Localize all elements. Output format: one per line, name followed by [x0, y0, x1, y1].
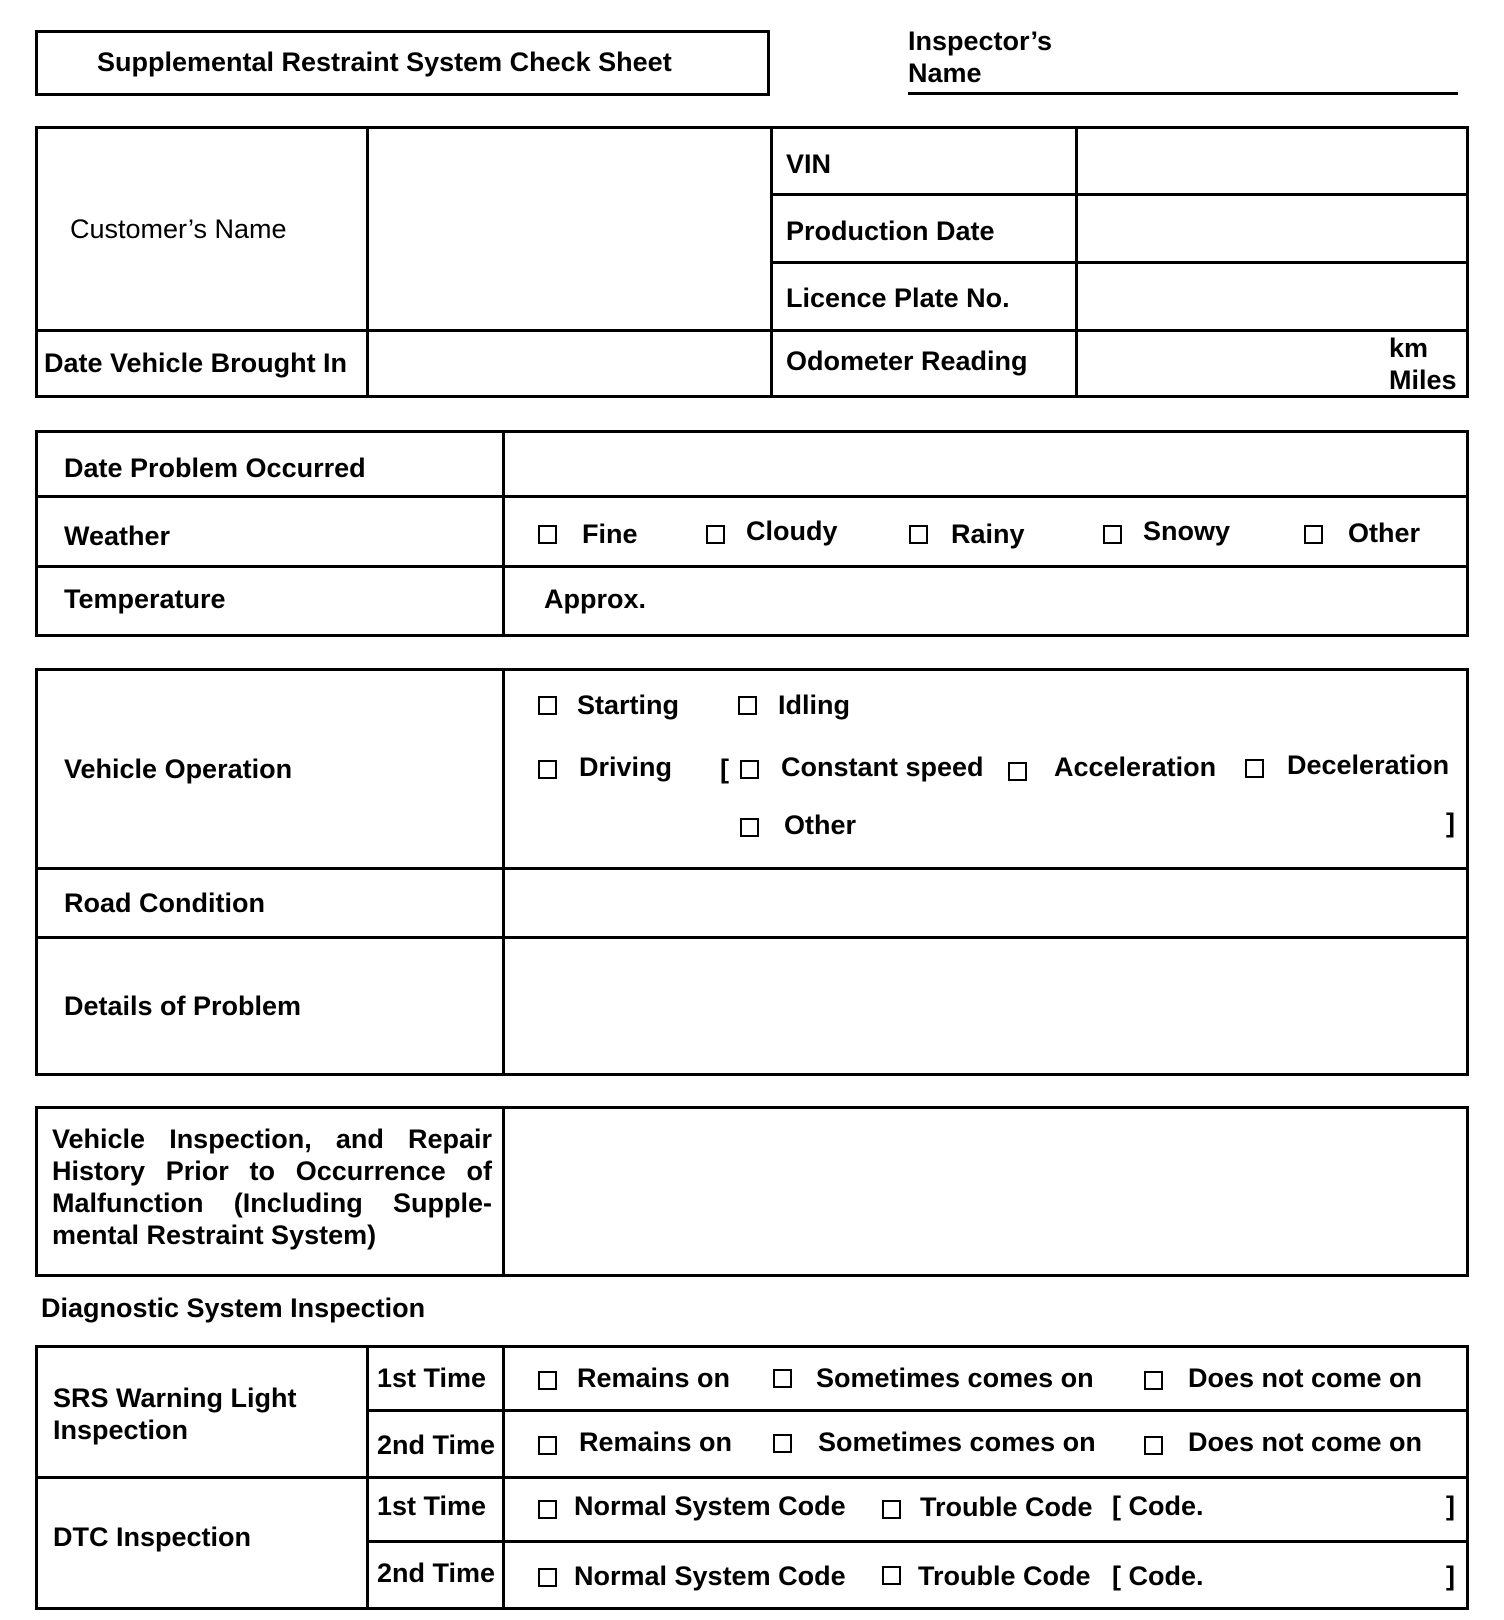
odometer-field[interactable] [1081, 335, 1381, 395]
dtc2-normal-label: Normal System Code [574, 1561, 846, 1591]
constant-speed-checkbox[interactable] [740, 760, 759, 779]
dtc1-code-close: ] [1446, 1491, 1455, 1521]
idling-checkbox[interactable] [738, 696, 757, 715]
dtc2-trouble-label: Trouble Code [918, 1561, 1091, 1591]
srs1-sometimes-label: Sometimes comes on [816, 1363, 1094, 1393]
dtc2-normal-checkbox[interactable] [538, 1568, 557, 1587]
srs1-remains-checkbox[interactable] [538, 1371, 557, 1390]
driving-label: Driving [579, 752, 673, 782]
date-brought-in-field[interactable] [372, 335, 768, 395]
odometer-label: Odometer Reading [786, 346, 1028, 376]
idling-label: Idling [778, 690, 850, 720]
srs2-remains-checkbox[interactable] [538, 1436, 557, 1455]
deceleration-checkbox[interactable] [1245, 759, 1264, 778]
driving-close-bracket: ] [1446, 808, 1455, 838]
weather-fine-label: Fine [582, 519, 638, 549]
srs1-remains-label: Remains on [577, 1363, 731, 1393]
weather-label: Weather [64, 521, 171, 551]
vin-field[interactable] [1081, 132, 1466, 192]
srs-first-time-label: 1st Time [377, 1363, 487, 1393]
weather-snowy-label: Snowy [1143, 516, 1231, 546]
weather-rainy-label: Rainy [951, 519, 1025, 549]
starting-checkbox[interactable] [538, 696, 557, 715]
acceleration-checkbox[interactable] [1008, 762, 1027, 781]
weather-fine-checkbox[interactable] [538, 525, 557, 544]
production-date-label: Production Date [786, 216, 995, 246]
date-problem-field[interactable] [508, 436, 1466, 493]
srs1-not-on-label: Does not come on [1188, 1363, 1423, 1393]
driving-checkbox[interactable] [538, 760, 557, 779]
inspector-name-field[interactable] [908, 92, 1458, 95]
operation-other-label: Other [784, 810, 857, 840]
srs2-not-on-checkbox[interactable] [1144, 1436, 1163, 1455]
constant-speed-label: Constant speed [781, 752, 984, 782]
driving-open-bracket: [ [720, 754, 729, 784]
temperature-field[interactable] [660, 571, 1460, 631]
dtc1-code-field[interactable] [1215, 1487, 1440, 1531]
srs1-not-on-checkbox[interactable] [1144, 1371, 1163, 1390]
dtc-second-time-label: 2nd Time [377, 1558, 496, 1588]
temperature-approx: Approx. [544, 584, 647, 614]
history-field[interactable] [508, 1112, 1466, 1274]
srs-label-2: Inspection [53, 1415, 189, 1445]
dtc2-code-close: ] [1446, 1561, 1455, 1591]
inspector-label: Inspector’s [908, 26, 1053, 56]
dtc-first-time-label: 1st Time [377, 1491, 487, 1521]
inspector-label-2: Name [908, 58, 982, 88]
customer-name-field[interactable] [372, 132, 768, 327]
customer-name-label: Customer’s Name [70, 214, 287, 244]
history-label: Vehicle Inspection, and Repair History Prior to Occurrence of Malfunction (Including Supple-mental Restraint System) [52, 1124, 492, 1250]
licence-plate-field[interactable] [1081, 267, 1466, 327]
form-title: Supplemental Restraint System Check Sheet [97, 47, 672, 77]
dtc-label: DTC Inspection [53, 1522, 252, 1552]
acceleration-label: Acceleration [1054, 752, 1217, 782]
dtc2-code-field[interactable] [1215, 1553, 1440, 1597]
operation-other-checkbox[interactable] [740, 818, 759, 837]
srs-label: SRS Warning Light [53, 1383, 297, 1413]
weather-snowy-checkbox[interactable] [1103, 525, 1122, 544]
srs2-remains-label: Remains on [579, 1427, 733, 1457]
dtc1-trouble-label: Trouble Code [920, 1492, 1093, 1522]
dtc1-normal-checkbox[interactable] [538, 1500, 557, 1519]
unit-miles: Miles [1389, 365, 1457, 395]
weather-other-checkbox[interactable] [1304, 525, 1323, 544]
weather-rainy-checkbox[interactable] [909, 525, 928, 544]
road-condition-label: Road Condition [64, 888, 265, 918]
deceleration-label: Deceleration [1287, 750, 1450, 780]
srs-second-time-label: 2nd Time [377, 1430, 496, 1460]
unit-km: km [1389, 333, 1429, 363]
srs2-sometimes-checkbox[interactable] [773, 1434, 792, 1453]
weather-other-label: Other [1348, 518, 1421, 548]
starting-label: Starting [577, 690, 680, 720]
dtc1-normal-label: Normal System Code [574, 1491, 846, 1521]
weather-cloudy-checkbox[interactable] [706, 525, 725, 544]
road-condition-field[interactable] [508, 873, 1466, 933]
dtc2-trouble-checkbox[interactable] [882, 1566, 901, 1585]
diagnostic-section-title: Diagnostic System Inspection [41, 1293, 426, 1323]
weather-cloudy-label: Cloudy [746, 516, 838, 546]
vin-label: VIN [786, 149, 832, 179]
date-problem-label: Date Problem Occurred [64, 453, 366, 483]
temperature-label: Temperature [64, 584, 226, 614]
srs2-sometimes-label: Sometimes comes on [818, 1427, 1096, 1457]
licence-plate-label: Licence Plate No. [786, 283, 1010, 313]
dtc1-trouble-checkbox[interactable] [882, 1500, 901, 1519]
dtc2-code-open: [ Code. [1112, 1561, 1204, 1591]
details-label: Details of Problem [64, 991, 302, 1021]
details-field[interactable] [508, 942, 1466, 1073]
srs2-not-on-label: Does not come on [1188, 1427, 1423, 1457]
dtc1-code-open: [ Code. [1112, 1491, 1204, 1521]
production-date-field[interactable] [1081, 199, 1466, 259]
date-brought-in-label: Date Vehicle Brought In [44, 348, 348, 378]
srs1-sometimes-checkbox[interactable] [773, 1369, 792, 1388]
vehicle-operation-label: Vehicle Operation [64, 754, 293, 784]
